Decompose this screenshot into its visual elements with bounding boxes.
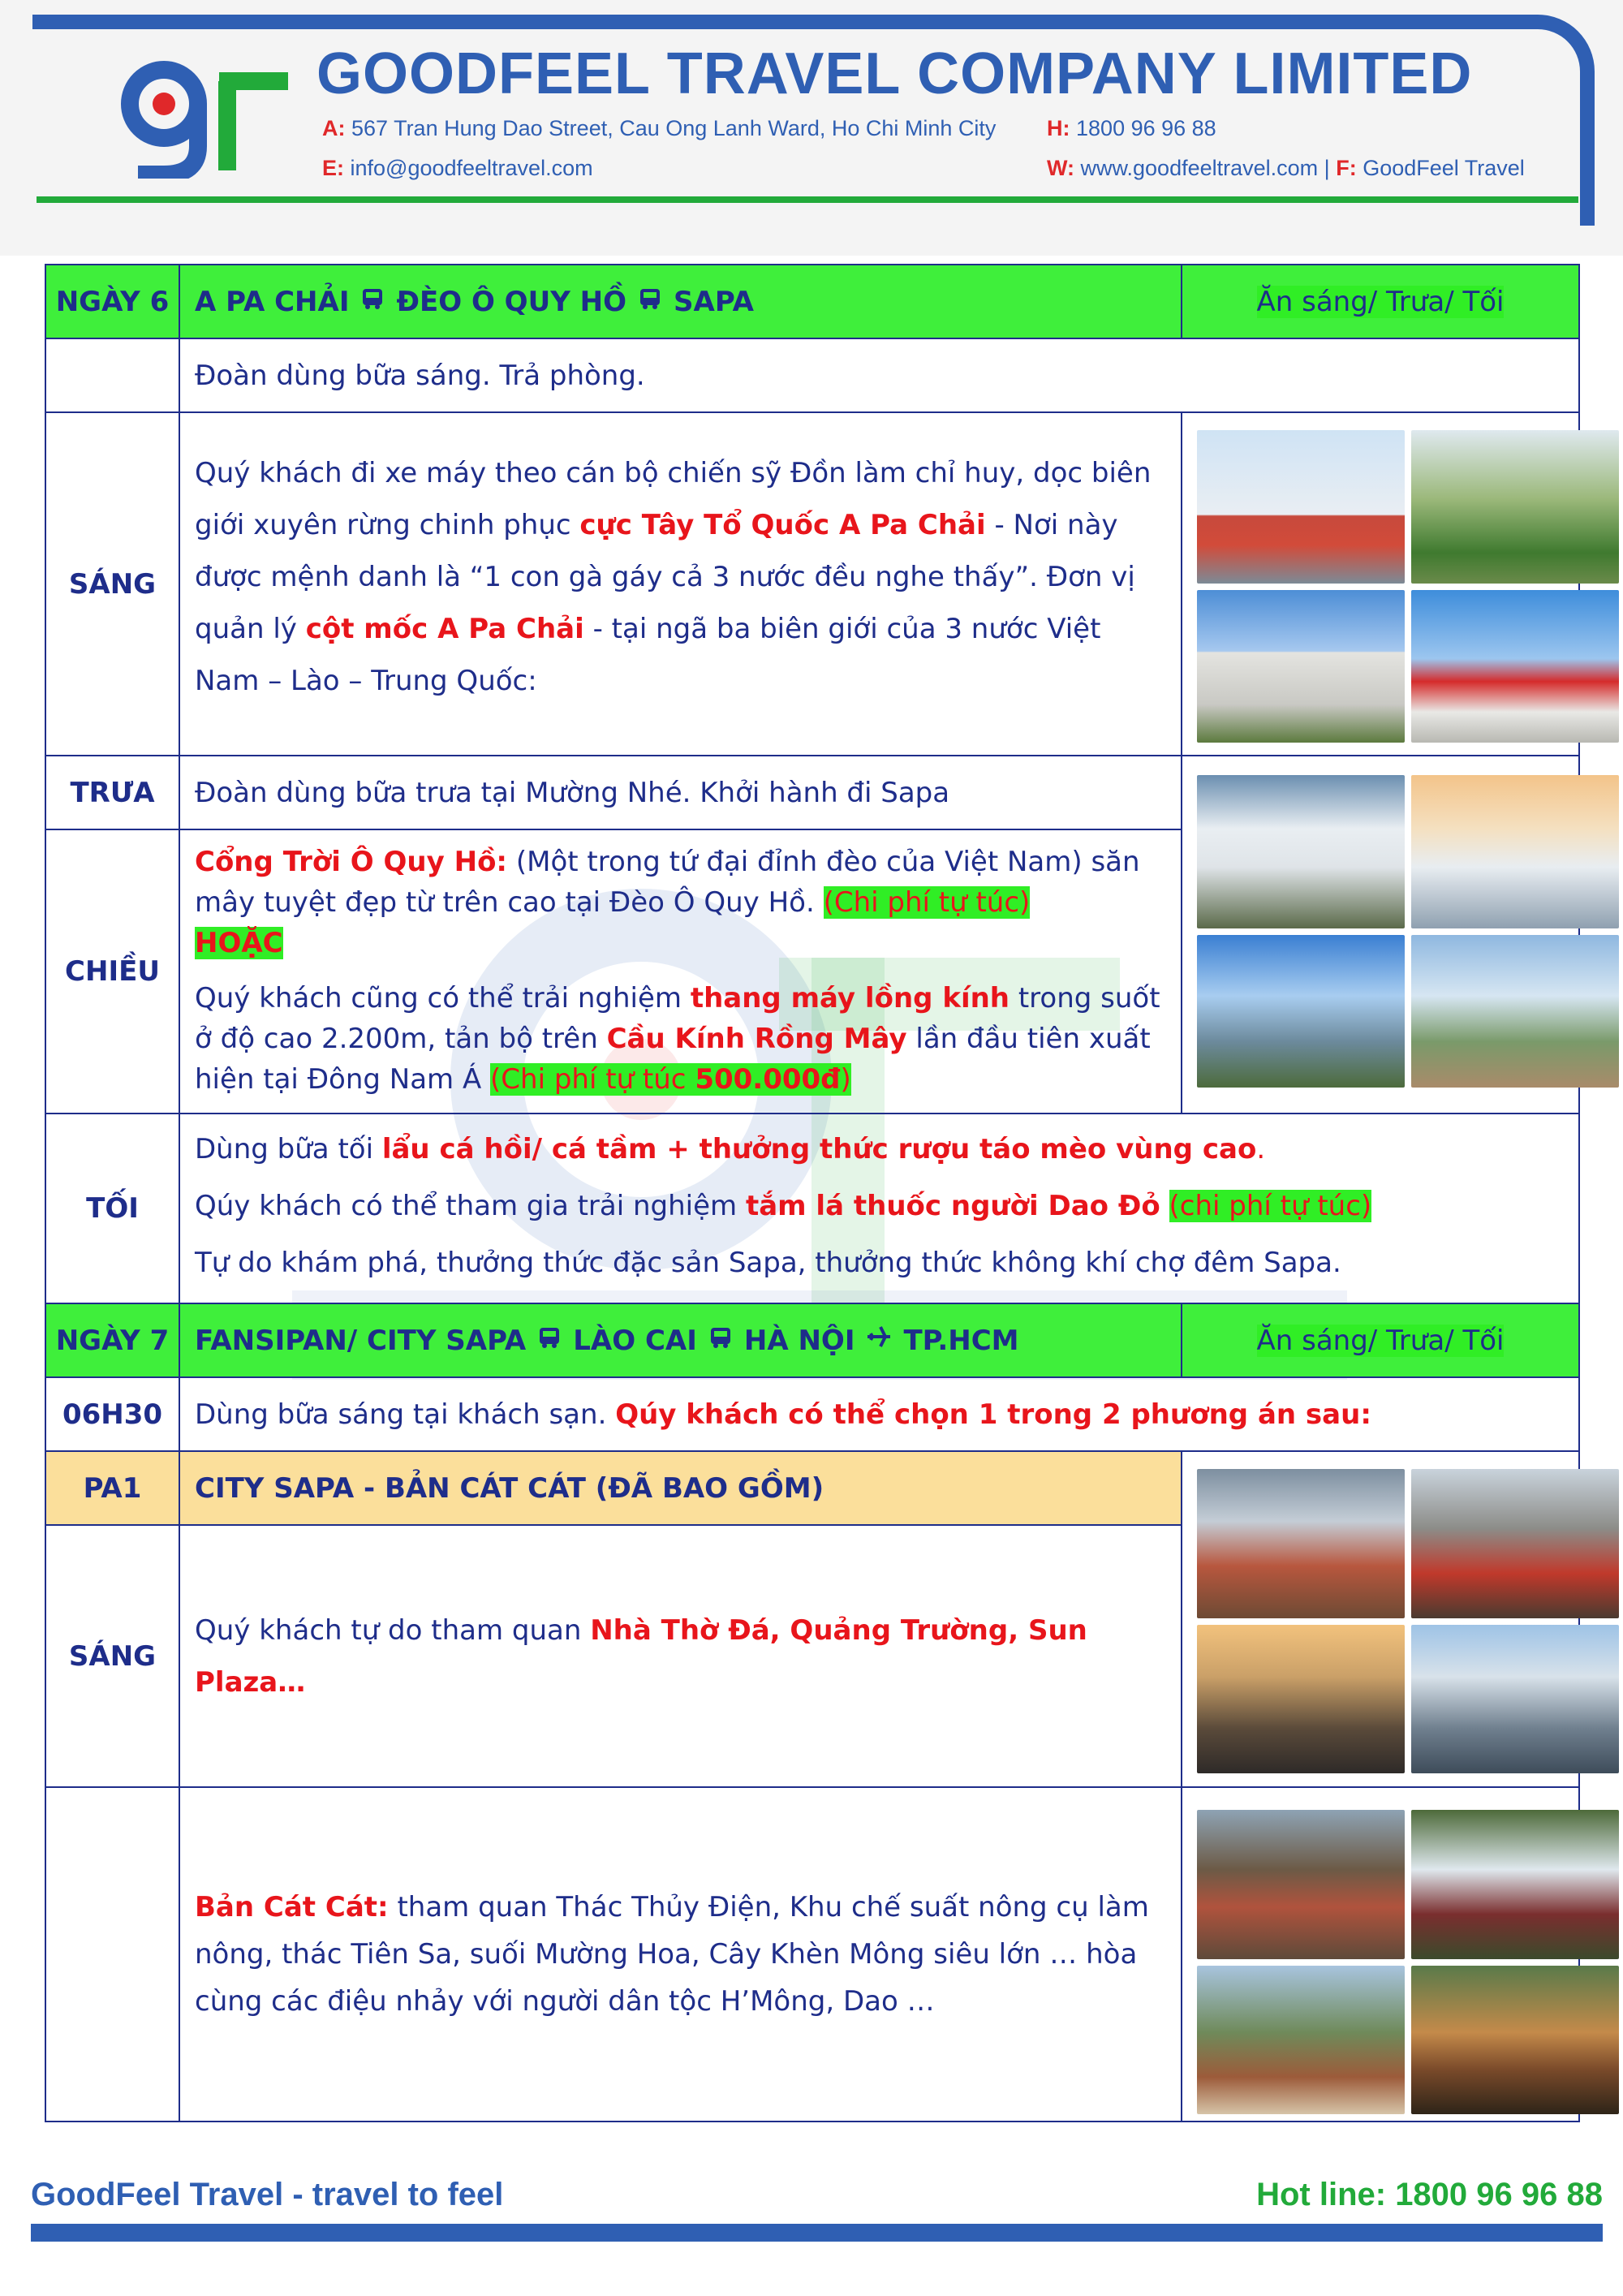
day6-chieu-para2 — [195, 978, 1166, 1100]
day6-sang-label: SÁNG — [45, 411, 180, 756]
photo-sapa-town — [1197, 1469, 1405, 1618]
hotline-label: H: — [1047, 116, 1070, 140]
photo-glass-bridge — [1197, 935, 1405, 1088]
day6-toi-text — [179, 1113, 1580, 1304]
day6-breakfast: Đoàn dùng bữa sáng. Trả phòng. — [179, 338, 1580, 413]
chieu-8: lần đầu tiên xuất hiện tại Đông Nam Á — [195, 1023, 1151, 1096]
photo-village-path — [1197, 1810, 1405, 1959]
itinerary-table — [45, 264, 1580, 2122]
bus-icon — [537, 1325, 562, 1357]
day7-sang-2: Nhà Thờ Đá, Quảng Trường, Sun Plaza… — [195, 1613, 1087, 1699]
toi-2a: Qúy khách có thể tham gia trải nghiệm — [195, 1190, 746, 1222]
day7-route-4: TP.HCM — [903, 1324, 1019, 1357]
day7-time-text — [179, 1376, 1580, 1452]
toi-line-2 — [195, 1178, 1564, 1234]
day7-time-label: 06H30 — [45, 1376, 180, 1452]
day6-sang-text — [179, 411, 1182, 756]
day6-sang-3: - Nơi này được mệnh danh là “1 con gà gáy cả 3 nước đều nghe thấy”. Đơn vị quản lý — [195, 509, 1135, 645]
hotline-line — [1047, 116, 1216, 141]
photo-square — [1411, 1625, 1619, 1774]
bus-icon — [360, 286, 385, 318]
day6-chieu-text — [179, 829, 1182, 1114]
photo-sky-walkway — [1411, 935, 1619, 1088]
photo-sun-plaza — [1197, 1625, 1405, 1774]
photo-waterfall-dance — [1411, 1810, 1619, 1959]
photo-group-flags — [1411, 590, 1619, 743]
chieu-6: trong suốt ở độ cao 2.200m, tản bộ trên — [195, 982, 1160, 1055]
web-label: W: — [1047, 156, 1074, 180]
catcat-1: Bản Cát Cát: — [195, 1891, 389, 1923]
email-label: E: — [322, 156, 344, 180]
chieu-5: thang máy lồng kính — [690, 982, 1010, 1014]
footer-slogan: GoodFeel Travel - travel to feel — [31, 2177, 504, 2212]
company-name: GOODFEEL TRAVEL COMPANY LIMITED — [316, 41, 1473, 106]
day7-route-1: FANSIPAN/ CITY SAPA — [195, 1324, 527, 1357]
address-label: A: — [322, 116, 346, 140]
catcat-photo-collage — [1197, 1810, 1619, 2114]
email-line — [322, 156, 593, 181]
day6-label: NGÀY 6 — [45, 264, 180, 339]
day6-route-1: A PA CHẢI — [195, 285, 350, 318]
oquyho-photo-collage — [1197, 775, 1619, 1088]
day7-label: NGÀY 7 — [45, 1303, 180, 1378]
time-text-2: Qúy khách có thể chọn 1 trong 2 phương án sau: — [615, 1398, 1371, 1431]
day6-meals-cell — [1181, 264, 1580, 339]
day6-route — [179, 264, 1182, 339]
separator: | — [1324, 156, 1330, 180]
chieu-9: (Chi phí tự túc — [490, 1063, 695, 1096]
photo-sunset-glass — [1411, 775, 1619, 928]
day6-trua-label: TRƯA — [45, 755, 180, 830]
photo-flowers-hill — [1411, 430, 1619, 584]
photo-girl-village — [1197, 1966, 1405, 2115]
pa1-label: PA1 — [45, 1450, 180, 1526]
hotline-text: 1800 96 96 88 — [1076, 116, 1216, 140]
footer-bar — [31, 2224, 1603, 2242]
address-line — [322, 116, 996, 141]
photo-stilt-house — [1411, 1966, 1619, 2115]
chieu-10: 500.000đ — [695, 1063, 841, 1096]
day6-sang-4: cột mốc A Pa Chải — [305, 613, 584, 645]
day6-route-3: SAPA — [674, 285, 754, 318]
header-green-stripe — [37, 196, 1578, 203]
email-text[interactable]: info@goodfeeltravel.com — [350, 156, 593, 180]
chieu-1: Cổng Trời Ô Quy Hồ: — [195, 846, 508, 878]
catcat-text — [179, 1786, 1182, 2122]
chieu-or: HOẶC — [195, 927, 283, 959]
fb-text[interactable]: GoodFeel Travel — [1363, 156, 1525, 180]
web-line — [1047, 156, 1525, 181]
chieu-2: (Một trong tứ đại đỉnh đèo của Việt Nam) săn mây tuyệt đẹp từ trên cao tại Đèo Ô Quy Hồ. — [195, 846, 1140, 919]
photo-border-monument — [1197, 590, 1405, 743]
day6-sang-5: - tại ngã ba biên giới của 3 nước Việt Nam – Lào – Trung Quốc: — [195, 613, 1101, 697]
toi-1b: lẩu cá hồi/ cá tầm + thưởng thức rượu táo mèo vùng cao — [381, 1133, 1257, 1165]
footer-hotline: Hot line: 1800 96 96 88 — [1256, 2177, 1603, 2212]
day6-trua-text: Đoàn dùng bữa trưa tại Mường Nhé. Khởi hành đi Sapa — [179, 755, 1182, 830]
toi-line-3: Tự do khám phá, thưởng thức đặc sản Sapa, thưởng thức không khí chợ đêm Sapa. — [195, 1247, 1341, 1279]
toi-1a: Dùng bữa tối — [195, 1133, 382, 1165]
address-text: 567 Tran Hung Dao Street, Cau Ong Lanh Ward, Ho Chi Minh City — [351, 116, 997, 140]
day7-route — [179, 1303, 1182, 1378]
day6-meals: Ăn sáng/ Trưa/ Tối — [1256, 285, 1505, 318]
chieu-4: Quý khách cũng có thể trải nghiệm — [195, 982, 691, 1014]
catcat-2: tham quan Thác Thủy Điện, Khu chế suất nông cụ làm nông, thác Tiên Sa, suối Mường Hoa, Cây Khèn Mông siêu lớn … hòa cùng các điệu nhảy với người dân tộc H’Mông, Dao … — [195, 1891, 1149, 2018]
day6-chieu-or-line — [195, 923, 1166, 963]
page-header — [0, 0, 1623, 256]
chieu-7: Cầu Kính Rồng Mây — [606, 1023, 907, 1055]
day6-chieu-para1 — [195, 842, 1166, 923]
chieu-3: (Chi phí tự túc) — [823, 886, 1031, 919]
catcat-label-cell — [45, 1786, 180, 2122]
bus-icon — [708, 1325, 733, 1357]
goodfeel-logo — [114, 57, 292, 179]
toi-line-1 — [195, 1121, 1564, 1178]
day7-meals: Ăn sáng/ Trưa/ Tối — [1256, 1324, 1505, 1357]
fb-label: F: — [1336, 156, 1357, 180]
pa1-title: CITY SAPA - BẢN CÁT CÁT (ĐÃ BAO GỒM) — [179, 1450, 1182, 1526]
day7-meals-cell — [1181, 1303, 1580, 1378]
day7-sang-label: SÁNG — [45, 1524, 180, 1788]
day6-toi-label: TỐI — [45, 1113, 180, 1304]
day6-sang-2: cực Tây Tổ Quốc A Pa Chải — [579, 509, 986, 541]
airplane-icon — [866, 1324, 892, 1357]
bus-icon — [638, 286, 662, 318]
chieu-11: ) — [840, 1063, 851, 1096]
day7-route-3: HÀ NỘI — [743, 1324, 855, 1357]
toi-2d: (chi phí tự túc) — [1169, 1190, 1372, 1222]
photo-group-at-marker — [1197, 430, 1405, 584]
toi-2b: tắm lá thuốc người Dao Đỏ — [745, 1190, 1160, 1222]
day6-route-2: ĐÈO Ô QUY HỒ — [396, 285, 627, 318]
photo-stone-church — [1411, 1469, 1619, 1618]
toi-2c — [1160, 1190, 1169, 1222]
day7-sang-1: Quý khách tự do tham quan — [195, 1613, 591, 1647]
day7-sang-text — [179, 1524, 1182, 1788]
web-text[interactable]: www.goodfeeltravel.com — [1080, 156, 1319, 180]
time-text-1: Dùng bữa sáng tại khách sạn. — [195, 1398, 616, 1431]
photo-cloud-pass — [1197, 775, 1405, 928]
day6-breakfast-label-cell — [45, 338, 180, 413]
toi-1c: . — [1256, 1133, 1266, 1165]
day6-chieu-label: CHIỀU — [45, 829, 180, 1114]
apachai-photo-collage — [1197, 430, 1619, 743]
city-sapa-photo-collage — [1197, 1469, 1619, 1773]
day7-route-2: LÀO CAI — [573, 1324, 697, 1357]
day6-sang-1: Quý khách đi xe máy theo cán bộ chiến sỹ Đồn làm chỉ huy, dọc biên giới xuyên rừng chinh phục — [195, 457, 1152, 541]
